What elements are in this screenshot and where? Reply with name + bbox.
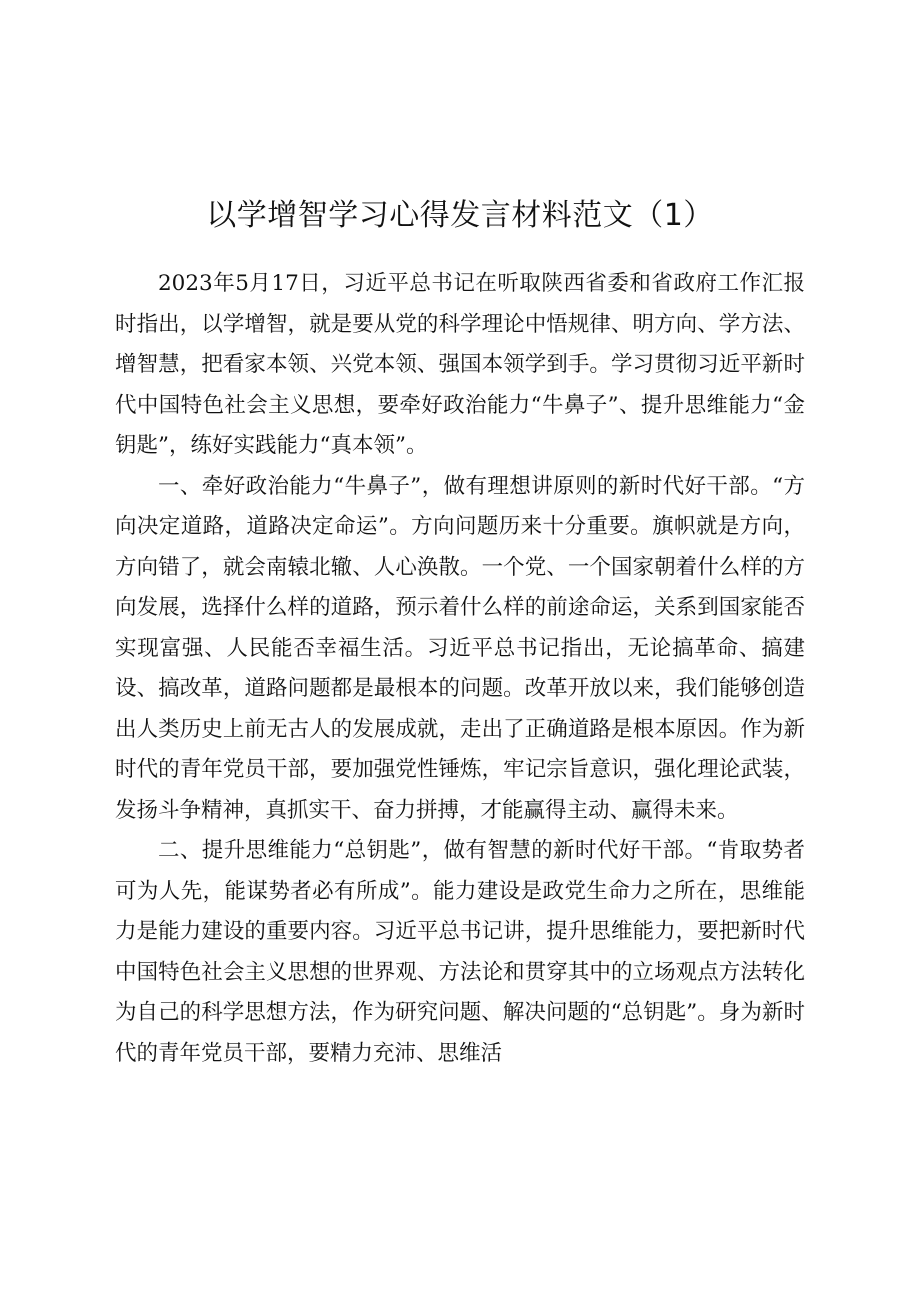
document-title: 以学增智学习心得发言材料范文（1） [206, 198, 714, 233]
paragraph-section-one: 一、牵好政治能力“牛鼻子”，做有理想讲原则的新时代好干部。“方向决定道路，道路决定命运”。方向问题历来十分重要。旗帜就是方向，方向错了，就会南辕北辙、人心涣散。一个党、一个国家朝着什么样的方向发展，选择什么样的道路，预示着什么样的前途命运，关系到国家能否实现富强、人民能否幸福生活。习近平总书记指出，无论搞革命、搞建设、搞改革，道路问题都是最根本的问题。改革开放以来，我们能够创造出人类历史上前无古人的发展成就，走出了正确道路是根本原因。作为新时代的青年党员干部，要加强党性锤炼，牢记宗旨意识，强化理论武装，发扬斗争精神，真抓实干、奋力拼搏，才能赢得主动、赢得未来。 [115, 473, 805, 823]
paragraph-section-two: 二、提升思维能力“总钥匙”，做有智慧的新时代好干部。“肯取势者可为人先，能谋势者必有所成”。能力建设是政党生命力之所在，思维能力是能力建设的重要内容。习近平总书记讲，提升思维能力，要把新时代中国特色社会主义思想的世界观、方法论和贯穿其中的立场观点方法转化为自己的科学思想方法，作为研究问题、解决问题的“总钥匙”。身为新时代的青年党员干部，要精力充沛、思维活 [115, 838, 805, 1066]
document-body [115, 264, 805, 1074]
paragraph-intro: 2023年5月17日，习近平总书记在听取陕西省委和省政府工作汇报时指出，以学增智，就是要从党的科学理论中悟规律、明方向、学方法、增智慧，把看家本领、兴党本领、强国本领学到手。学习贯彻习近平新时代中国特色社会主义思想，要牵好政治能力“牛鼻子”、提升思维能力“金钥匙”，练好实践能力“真本领”。 [115, 271, 805, 458]
